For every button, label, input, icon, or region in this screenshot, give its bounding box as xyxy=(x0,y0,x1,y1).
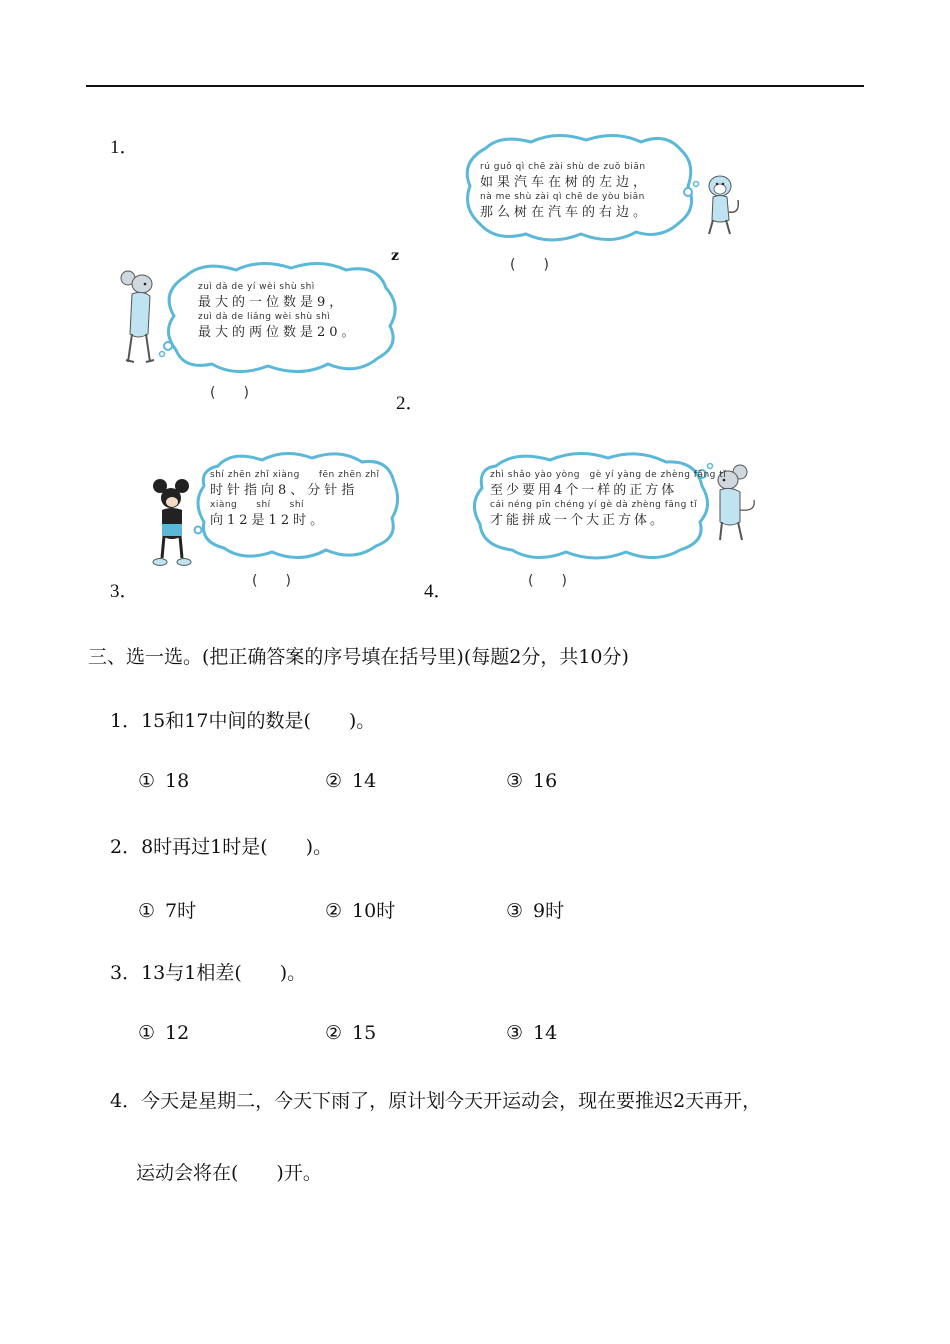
option-label: 18 xyxy=(165,770,190,792)
option-1-2[interactable] xyxy=(325,770,376,792)
answer-paren[interactable]: ( ) xyxy=(210,385,249,401)
option-mark: ② xyxy=(325,1022,343,1044)
option-mark: ③ xyxy=(506,770,524,792)
pinyin-line: zhì shǎo yào yòng gè yí yàng de zhèng fāng tǐ xyxy=(490,470,727,480)
question-1: 1．15和17中间的数是( )。 xyxy=(110,710,376,732)
option-label: 16 xyxy=(533,770,558,792)
stray-mark: z xyxy=(391,248,399,264)
pinyin-line: xiàng shí shí xyxy=(210,500,305,510)
question-4-continued: 运动会将在( )开。 xyxy=(136,1162,322,1184)
judge-panel-4 xyxy=(466,446,766,592)
pinyin-line: zuì dà de liǎng wèi shù shì xyxy=(198,312,331,322)
option-label: 15 xyxy=(352,1022,377,1044)
pinyin-line: cái néng pīn chéng yí gè dà zhèng fāng tǐ xyxy=(490,500,698,510)
option-mark: ② xyxy=(325,900,343,922)
option-mark: ① xyxy=(138,900,156,922)
item-number-1: 1． xyxy=(110,137,139,158)
option-2-2[interactable] xyxy=(325,896,395,923)
option-label: 14 xyxy=(533,1022,558,1044)
judge-panel-3 xyxy=(150,446,400,592)
option-mark: ① xyxy=(138,1022,156,1044)
statement-line: 最大的一位数是9， xyxy=(198,295,347,310)
header-rule xyxy=(86,85,864,87)
pinyin-line: zuì dà de yí wèi shù shì xyxy=(198,282,315,292)
question-3: 3．13与1相差( )。 xyxy=(110,962,307,984)
statement-line: 最大的两位数是20。 xyxy=(198,325,359,340)
option-2-3[interactable] xyxy=(506,896,564,923)
answer-paren[interactable]: ( ) xyxy=(252,573,291,589)
option-label: 12 xyxy=(165,1022,190,1044)
statement-line: 如果汽车在树的左边， xyxy=(480,175,651,190)
item-number-2: 2． xyxy=(396,393,425,414)
statement-line: 向12是12时。 xyxy=(210,513,328,528)
option-mark: ③ xyxy=(506,1022,524,1044)
option-2-1[interactable] xyxy=(138,896,196,923)
option-mark: ③ xyxy=(506,900,524,922)
mouse-icon xyxy=(116,262,156,372)
mickey-icon xyxy=(152,476,192,576)
question-4: 4．今天是星期二，今天下雨了，原计划今天开运动会，现在要推迟2天再开， xyxy=(110,1090,762,1112)
option-1-1[interactable] xyxy=(138,770,189,792)
option-label: 7时 xyxy=(165,900,197,922)
pinyin-line: rú guǒ qì chē zài shù de zuǒ biān xyxy=(480,162,646,172)
question-2: 2．8时再过1时是( )。 xyxy=(110,836,333,858)
statement-line: 至少要用4个一样的正方体 xyxy=(490,483,678,498)
item-number-3: 3． xyxy=(110,581,139,602)
option-3-2[interactable] xyxy=(325,1022,376,1044)
pinyin-line: nà me shù zài qì chē de yòu biān xyxy=(480,192,645,202)
answer-paren[interactable]: ( ) xyxy=(510,257,549,273)
answer-paren[interactable]: ( ) xyxy=(528,573,567,589)
statement-line: 时针指向8、分针指 xyxy=(210,483,359,498)
option-label: 14 xyxy=(352,770,377,792)
monkey-icon xyxy=(702,172,742,242)
judge-panel-1 xyxy=(456,128,746,276)
option-label: 10时 xyxy=(352,900,396,922)
statement-line: 才能拼成一个大正方体。 xyxy=(490,513,667,528)
section-title: 三、选一选。(把正确答案的序号填在括号里)(每题2分，共10分) xyxy=(88,646,629,668)
option-3-1[interactable] xyxy=(138,1022,189,1044)
option-3-3[interactable] xyxy=(506,1022,557,1044)
option-1-3[interactable] xyxy=(506,770,557,792)
judge-panel-2 xyxy=(110,254,400,404)
option-label: 9时 xyxy=(533,900,565,922)
item-number-4: 4． xyxy=(424,581,453,602)
pinyin-line: shí zhēn zhǐ xiàng fēn zhēn zhǐ xyxy=(210,470,380,480)
option-mark: ② xyxy=(325,770,343,792)
option-mark: ① xyxy=(138,770,156,792)
statement-line: 那么树在汽车的右边。 xyxy=(480,205,651,220)
